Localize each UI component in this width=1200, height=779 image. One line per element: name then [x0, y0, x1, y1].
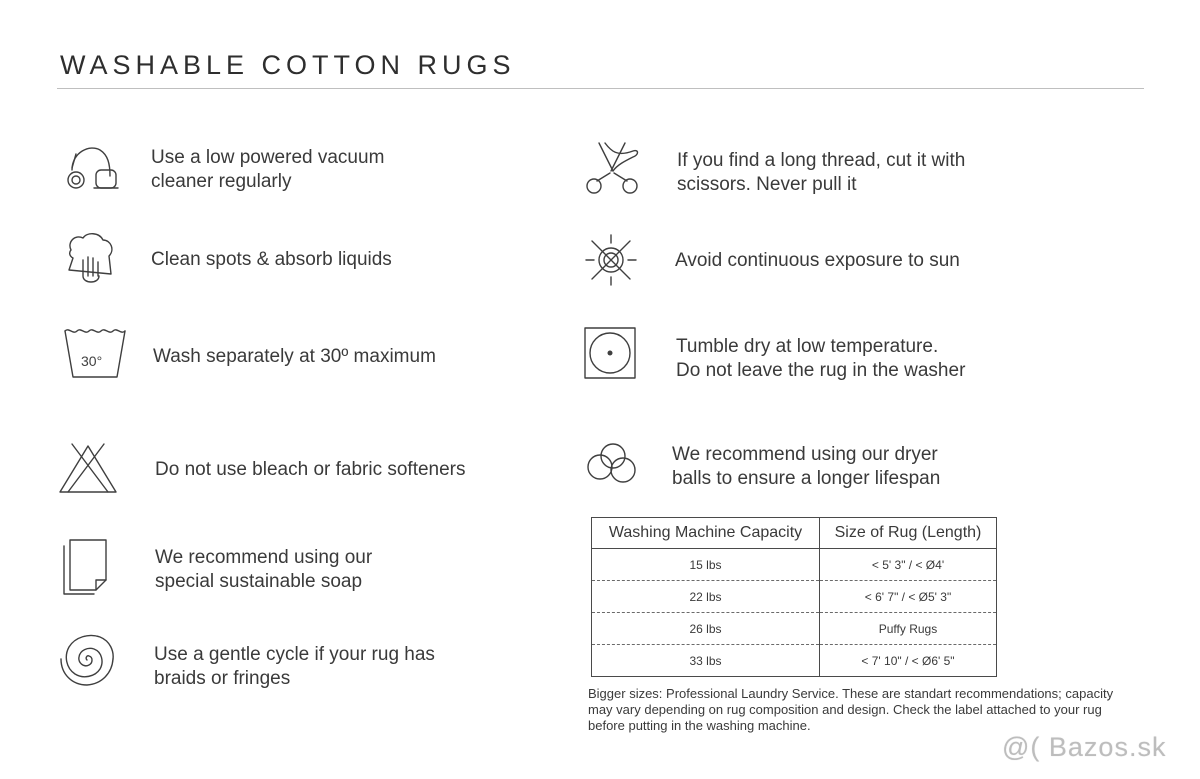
table-row [592, 613, 997, 645]
title-divider [57, 88, 1144, 89]
care-text-line2: cleaner regularly [151, 171, 292, 192]
watermark: @( Bazos.sk [1002, 732, 1167, 762]
table-row [592, 581, 997, 613]
no-bleach-icon [58, 442, 118, 494]
care-text-line2: scissors. Never pull it [677, 174, 857, 195]
table-cell-rug-size: < 5' 3" / < Ø4' [820, 549, 997, 581]
care-text-line2: Do not leave the rug in the washer [676, 360, 966, 381]
care-text-line1: Tumble dry at low temperature. [676, 336, 939, 357]
footnote: Bigger sizes: Professional Laundry Service. These are standart recommendations; capacity may vary depending on rug composition and design. Check the label attached to your rug before putting in the washing machine. [588, 686, 1114, 733]
care-text-line1: Wash separately at 30º maximum [153, 346, 436, 367]
page-title: WASHABLE COTTON RUGS [60, 50, 516, 80]
table-header-capacity: Washing Machine Capacity [592, 518, 820, 549]
no-sun-icon [584, 233, 638, 287]
table-cell-capacity: 26 lbs [592, 613, 820, 645]
care-text-line1: We recommend using our [155, 547, 373, 568]
care-text-line1: Do not use bleach or fabric softeners [155, 459, 466, 480]
scissors-icon [583, 141, 641, 195]
vacuum-icon [60, 140, 120, 195]
wash-30-icon [63, 327, 127, 382]
table-cell-rug-size: < 7' 10" / < Ø6' 5" [820, 645, 997, 677]
table-row [592, 549, 997, 581]
table-header-rug-size: Size of Rug (Length) [820, 518, 997, 549]
tumble-dry-low-icon [584, 327, 636, 379]
table-row [592, 645, 997, 677]
care-text-line2: special sustainable soap [155, 571, 363, 592]
care-text-line1: Use a gentle cycle if your rug has [154, 644, 435, 665]
care-text-line1: Avoid continuous exposure to sun [675, 250, 960, 271]
table-cell-capacity: 22 lbs [592, 581, 820, 613]
gentle-cycle-icon [58, 629, 116, 687]
capacity-table [591, 517, 997, 677]
soap-icon [62, 538, 112, 594]
table-header-row [592, 518, 997, 549]
table-cell-capacity: 15 lbs [592, 549, 820, 581]
dryer-balls-icon [586, 442, 638, 486]
table-cell-capacity: 33 lbs [592, 645, 820, 677]
care-text-line1: If you find a long thread, cut it with [677, 150, 966, 171]
care-text-line1: Clean spots & absorb liquids [151, 249, 392, 270]
care-text-line2: braids or fringes [154, 668, 291, 689]
table-cell-rug-size: Puffy Rugs [820, 613, 997, 645]
hand-cloth-icon [65, 230, 115, 290]
table-cell-rug-size: < 6' 7" / < Ø5' 3" [820, 581, 997, 613]
care-text-line1: Use a low powered vacuum [151, 147, 385, 168]
care-text-line2: balls to ensure a longer lifespan [672, 468, 941, 489]
care-text-line1: We recommend using our dryer [672, 444, 938, 465]
wash-temperature-label: 30° [81, 353, 103, 369]
